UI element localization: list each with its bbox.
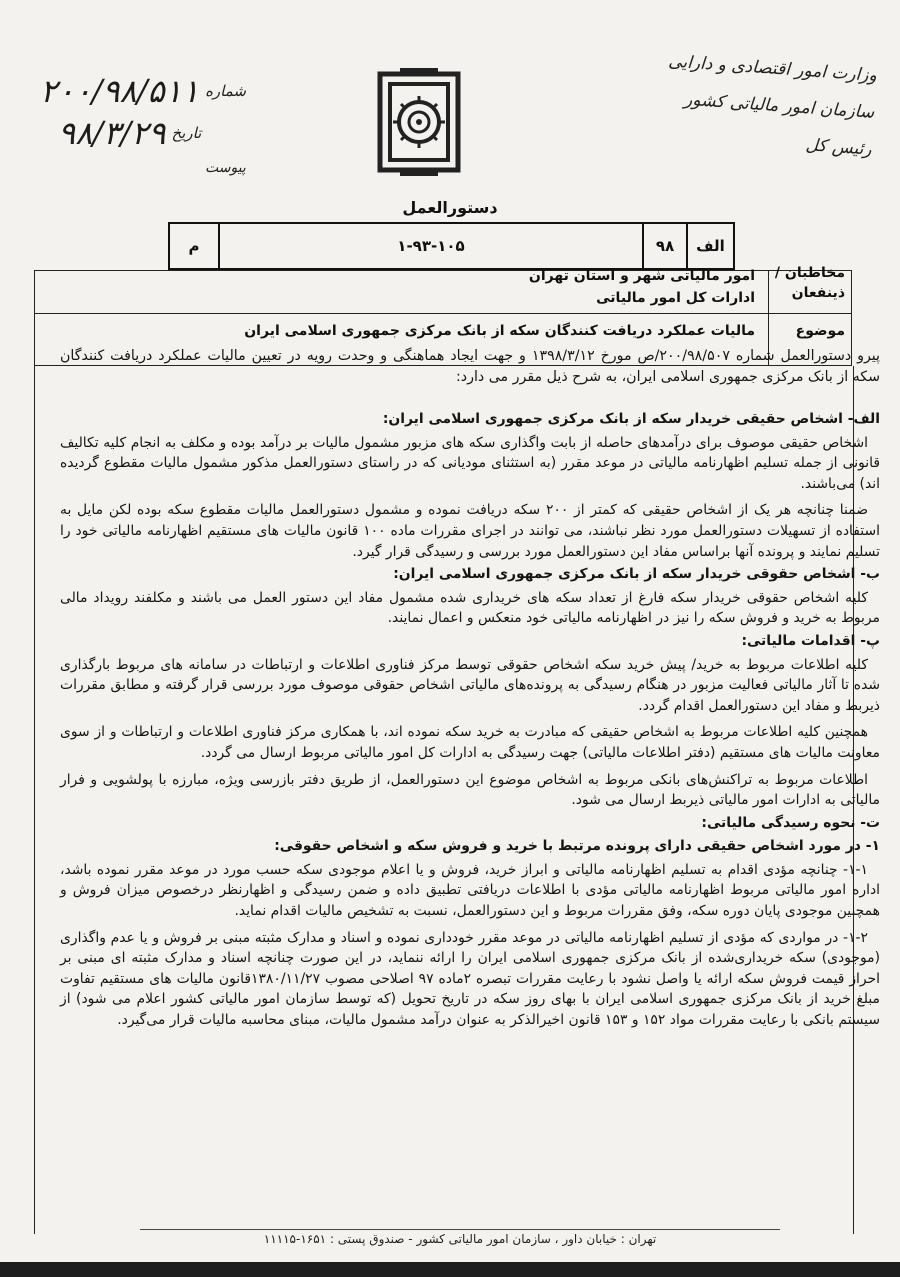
intro-paragraph: پیرو دستورالعمل شماره ۲۰۰/۹۸/۵۰۷/ص مورخ ۱۳۹۸/۳/۱۲ و جهت ایجاد هماهنگی و وحدت رویه در تعیین مالیات عملکرد دریافت کنندگان سکه از بانک مرکزی جمهوری اسلامی ایران، به شرح ذیل مقرر می دارد: xyxy=(60,348,881,385)
code-m: م xyxy=(170,224,220,268)
document-body xyxy=(60,408,880,1033)
section-b-paragraph-1: کلیه اشخاص حقوقی خریدار سکه فارغ از تعداد سکه های خریداری شده مشمول مفاد این دستور العمل می باشند و مکلفند رویداد مالی مربوط به خرید و فروش سکه را نیز در اظهارنامه مالیاتی خود منعکس و اعمال نمایند. xyxy=(60,589,880,627)
instruction-code-bar xyxy=(168,222,735,270)
footer-address: تهران : خیابان داور ، سازمان امور مالیاتی کشور - صندوق پستی : ۱۶۵۱-۱۱۱۱۵ xyxy=(263,1232,657,1246)
letter-date: ۹۸/۳/۲۹ xyxy=(58,114,166,152)
document-title: دستورالعمل xyxy=(402,198,498,217)
attachment-label: پیوست xyxy=(205,160,246,176)
letter-date-label: تاریخ xyxy=(171,124,202,142)
section-t1-title: ۱- در مورد اشخاص حقیقی دارای پرونده مرتبط با خرید و فروش سکه و اشخاص حقوقی: xyxy=(274,838,880,855)
section-a-title: الف- اشخاص حقیقی خریدار سکه از بانک مرکزی جمهوری اسلامی ایران: xyxy=(382,411,880,427)
addressee-line-1: امور مالیاتی شهر و استان تهران xyxy=(528,268,755,284)
organization-line: سازمان امور مالیاتی کشور xyxy=(683,89,875,123)
section-a-paragraph-2: ضمنا چنانچه هر یک از اشخاص حقیقی که کمتر از ۲۰۰ سکه دریافت نموده و مشمول دستورالعمل مالیات مقطوع سکه بوده لکن مایل به استفاده از تسهیلات دستورالعمل مورد نظر نباشند، می توانند در اجرای مقررات ماده ۱۰۰ قانون مالیات های مستقیم اظهارنامه مالیاتی خود را تسلیم نمایند و پرونده آنها براساس مفاد این دستورالعمل مورد بررسی و رسیدگی قرار گیرد. xyxy=(60,502,880,560)
head-line: رئیس کل xyxy=(804,135,873,160)
ministry-header xyxy=(641,42,878,169)
section-t1-2: ۱-۲- در مواردی که مؤدی از تسلیم اظهارنامه مالیاتی در موعد مقرر خودداری نموده و اسناد و مدارک مثبته مبنی بر فروش و یا عدم واگذاری (موجودی) سکه خریداری‌شده از بانک مرکزی جمهوری اسلامی ایران را ارائه ننماید، در این صورت چنانچه اسناد و مدارک مثبته ای مبنی بر احراز قیمت فروش سکه ارائه یا واصل نشود با رعایت مقررات تبصره ۲ماده ۹۷ اصلاحی مصوب ۱۳۸۰/۱۱/۲۷قانون مالیات های مستقیم تفاوت مبلغ خرید از بانک مرکزی جمهوری اسلامی ایران با بهای روز سکه در تاریخ تحویل (که توسط سازمان امور مالیاتی کشور اعلام می شود) از سیستم بانکی با رعایت مقررات مواد ۱۵۲ و ۱۵۳ قانون اخیرالذکر به عنوان درآمد مشمول مالیات، مبنای محاسبه مالیات قرار می‌گیرد. xyxy=(60,929,880,1029)
addressees-label-2: ذینفعان xyxy=(791,285,845,301)
section-t1-1: ۱-۱- چنانچه مؤدی اقدام به تسلیم اظهارنامه مالیاتی و ابراز خرید، فروش و یا اعلام موجودی سکه حسب مورد در موعد مقرر نموده باشد، اداره امور مالیاتی مربوط اظهارنامه مالیاتی مؤدی با اطلاعات دریافتی تطبیق داده و ضمن رسیدگی و اظهارنظر درخصوص میزان فروش و همچنین موجودی پایان دوره سکه، وفق مقررات مربوط و این دستورالعمل، نسبت به تشخیص مالیات اقدام نماید. xyxy=(60,861,880,920)
subject-label: موضوع xyxy=(795,323,845,339)
section-p-title: پ- اقدامات مالیاتی: xyxy=(741,632,880,649)
section-a-paragraph-1: اشخاص حقیقی موصوف برای درآمدهای حاصله از بابت واگذاری سکه های مزبور مشمول مالیات بر درآمد بوده و مکلف به انجام کلیه تکالیف قانونی از جمله تسلیم اظهارنامه مالیاتی در موعد مقرر (به استثنای مودیانی که در راستای دستورالعمل مذکور مشمول مالیات مقطوع گردیده اند) می‌باشند. xyxy=(60,434,880,492)
section-p-paragraph-1: کلیه اطلاعات مربوط به خرید/ پیش خرید سکه اشخاص حقوقی توسط مرکز فناوری اطلاعات و ارتباطات در سامانه های مربوط بارگذاری شده تا آثار مالیاتی فعالیت مزبور در هنگام رسیدگی به پرونده‌های مالیاتی اشخاص حقوقی موصوف مورد بررسی قرار گرفته و مطابق مقررات ذیربط و مفاد این دستورالعمل اقدام گردد. xyxy=(60,656,880,714)
subject-text: مالیات عملکرد دریافت کنندگان سکه از بانک مرکزی جمهوری اسلامی ایران xyxy=(244,323,755,339)
instruction-code: ۱-۹۳-۱۰۵ xyxy=(220,224,644,268)
addressees-label-1: مخاطبان / xyxy=(774,265,845,281)
letter-number-label: شماره xyxy=(205,82,246,100)
code-alef: الف xyxy=(696,237,725,255)
code-year: ۹۸ xyxy=(644,224,688,268)
addressees-text xyxy=(529,265,755,309)
section-b-title: ب- اشخاص حقوقی خریدار سکه از بانک مرکزی جمهوری اسلامی ایران: xyxy=(393,566,880,583)
addressee-line-2: ادارات کل امور مالیاتی xyxy=(596,290,755,306)
section-p-paragraph-3: اطلاعات مربوط به تراکنش‌های بانکی مربوط به اشخاص موضوع این دستورالعمل، از طریق دفتر بازرسی ویژه، مبارزه با پولشویی و فرار مالیاتی به ادارات امور مالیاتی ذیربط ارسال می شود. xyxy=(60,771,880,809)
letter-number: ۲۰۰/۹۸/۵۱۱ xyxy=(40,72,200,110)
section-p-paragraph-2: همچنین کلیه اطلاعات مربوط به اشخاص حقیقی که مبادرت به خرید سکه نموده اند، با همکاری مرکز فناوری اطلاعات و ارتباطات و از سوی معاونت مالیات های مستقیم (دفتر اطلاعات مالیاتی) جهت رسیدگی به ادارات کل امور مالیاتی مربوط ارسال می گردد. xyxy=(60,724,880,761)
section-t-title: ت- نحوه رسیدگی مالیاتی: xyxy=(701,814,880,831)
ministry-line: وزارت امور اقتصادی و دارایی xyxy=(667,51,878,86)
addressees-label xyxy=(775,263,845,303)
letter-metadata xyxy=(40,70,270,154)
tax-organization-emblem-icon xyxy=(376,66,462,178)
